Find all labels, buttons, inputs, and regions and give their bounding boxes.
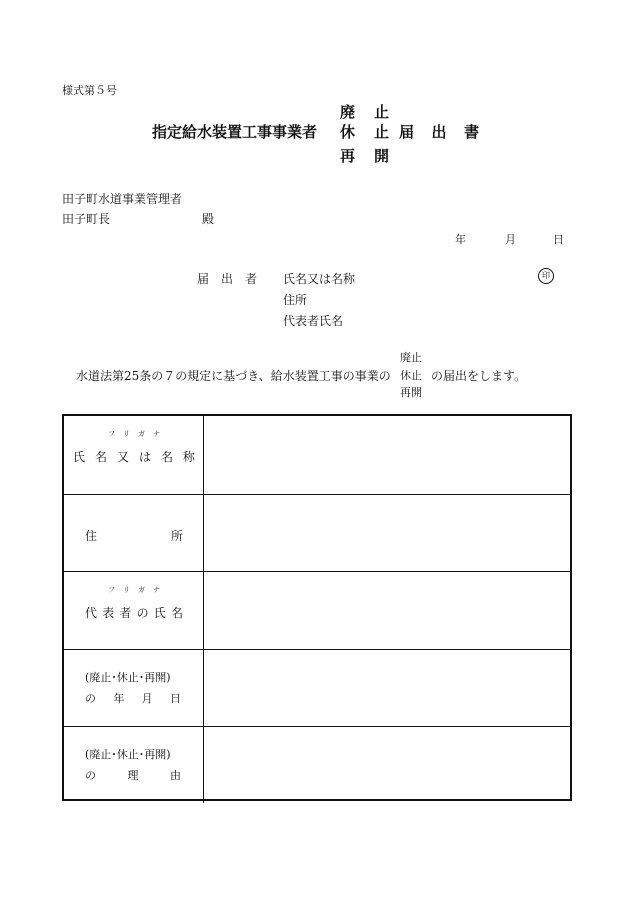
- details-table: [62, 414, 572, 801]
- furigana-char: ガ: [138, 430, 145, 438]
- furigana-char: ナ: [153, 430, 160, 438]
- furigana-char: リ: [123, 430, 130, 438]
- date-day-label: 日: [553, 233, 564, 246]
- label-char: 由: [170, 769, 181, 782]
- furigana-label: [108, 429, 160, 439]
- representative-label: [85, 604, 183, 621]
- row-label-cell: [64, 650, 204, 726]
- declaration-option-abolish: 廃止: [400, 351, 422, 364]
- applicant-label-char: 届: [197, 272, 210, 286]
- label-char: 所: [170, 529, 183, 543]
- label-char: 名: [94, 450, 107, 464]
- label-char: の: [136, 606, 149, 620]
- row-label-cell: [64, 572, 204, 649]
- furigana-char: フ: [108, 430, 115, 438]
- title-option-abolish: 廃 止: [340, 103, 392, 121]
- table-row-reason: [64, 726, 570, 803]
- label-char: の: [85, 769, 96, 782]
- address-label: [85, 527, 183, 544]
- label-char: の: [85, 692, 96, 705]
- date-row-label-top: (廃止･休止･再開): [85, 671, 171, 684]
- addressee-honorific: 殿: [202, 212, 215, 226]
- label-char: 年: [113, 692, 125, 705]
- reason-row-label-top: (廃止･休止･再開): [85, 748, 171, 761]
- label-char: 住: [85, 529, 98, 543]
- addressee-line-2: 田子町長: [62, 212, 111, 226]
- applicant-label-char: 者: [244, 272, 257, 286]
- applicant-label-char: 出: [220, 272, 233, 286]
- table-row-name: [64, 416, 570, 494]
- name-value-field[interactable]: [204, 416, 570, 494]
- declaration-option-suspend: 休止: [400, 369, 422, 382]
- label-char: 代: [85, 606, 98, 620]
- addressee-line-1: 田子町水道事業管理者: [62, 192, 183, 206]
- applicant-address-label: 住所: [283, 293, 308, 307]
- reason-row-label: [85, 767, 181, 783]
- date-value-field[interactable]: [204, 650, 570, 726]
- label-char: 氏: [73, 450, 86, 464]
- applicant-representative-label: 代表者氏名: [283, 314, 344, 328]
- declaration-option-resume: 再開: [400, 386, 422, 399]
- label-char: 月: [141, 692, 153, 705]
- table-row-address: [64, 494, 570, 571]
- declaration-text-after: の届出をします。: [431, 369, 527, 383]
- furigana-label: [108, 585, 160, 595]
- title-option-suspend: 休 止: [340, 123, 392, 141]
- furigana-char: リ: [123, 586, 130, 594]
- label-char: 氏: [153, 606, 166, 620]
- address-value-field[interactable]: [204, 495, 570, 571]
- label-char: 表: [102, 606, 115, 620]
- reason-value-field[interactable]: [204, 727, 570, 803]
- representative-value-field[interactable]: [204, 572, 570, 649]
- date-row-label: [85, 690, 181, 706]
- table-row-date: [64, 649, 570, 726]
- label-char: 日: [169, 692, 181, 705]
- form-title: 指定給水装置工事事業者: [152, 123, 318, 141]
- title-suffix-char: 届: [399, 123, 415, 141]
- label-char: 称: [182, 450, 195, 464]
- row-label-cell: [64, 727, 204, 803]
- date-year-label: 年: [455, 233, 466, 246]
- declaration-text-before: 水道法第25条の７の規定に基づき、給水装置工事の事業の: [76, 369, 391, 383]
- table-row-representative: [64, 571, 570, 649]
- label-char: 名: [160, 450, 173, 464]
- seal-mark: 印: [538, 268, 554, 284]
- row-label-cell: [64, 495, 204, 571]
- date-month-label: 月: [505, 233, 516, 246]
- form-number: 様式第５号: [62, 84, 117, 97]
- furigana-char: ガ: [138, 586, 145, 594]
- row-label-cell: [64, 416, 204, 494]
- label-char: 者: [119, 606, 132, 620]
- label-char: 名: [170, 606, 183, 620]
- title-suffix: [399, 121, 479, 142]
- label-char: 理: [127, 769, 139, 782]
- title-suffix-char: 書: [463, 123, 479, 141]
- label-char: 又: [116, 450, 129, 464]
- furigana-char: フ: [108, 586, 115, 594]
- name-label: [73, 448, 195, 465]
- title-option-resume: 再 開: [340, 147, 392, 165]
- applicant-name-label: 氏名又は名称: [283, 272, 356, 286]
- applicant-label: [197, 270, 257, 287]
- furigana-char: ナ: [153, 586, 160, 594]
- label-char: は: [138, 450, 151, 464]
- title-suffix-char: 出: [431, 123, 447, 141]
